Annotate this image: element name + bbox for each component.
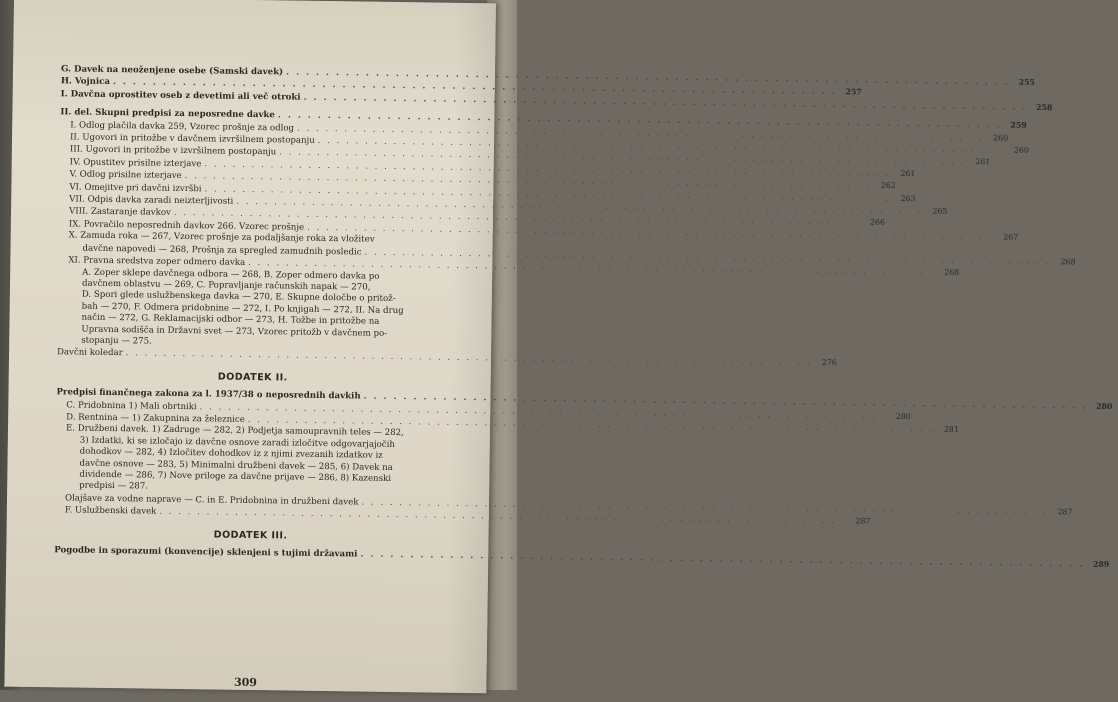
toc-entry-continuation: dividende — 286, 7) Nove priloge za davčne prijave — 286, 8) Kazenski bbox=[79, 469, 392, 484]
toc-page-number: 263 bbox=[900, 193, 916, 203]
toc-entry-text: VI. Omejitve pri davčni izvršbi bbox=[69, 182, 202, 194]
toc-entry-continuation: 3) Izdatki, ki se izločajo iz davčne osnove zaradi izločitve odgovarjajočih bbox=[79, 435, 395, 450]
toc-page-number: 281 bbox=[943, 424, 959, 434]
toc-entry-continuation: Upravna sodišča in Državni svet — 273, Vzorec pritožb v davčnem po- bbox=[81, 324, 388, 339]
toc-page-number: 261 bbox=[975, 157, 991, 167]
toc-entry-continuation: davčnem oblastvu — 269, C. Popravljanje računskih napak — 270, bbox=[81, 278, 371, 293]
toc-entry-continuation: predpisi — 287. bbox=[79, 480, 149, 492]
toc-entry-text: X. Zamuda roka — 267, Vzorec prošnje za podaljšanje roka za vložitev bbox=[68, 230, 375, 245]
toc-entry-text: D. Rentnina — 1) Zakupnina za železnice bbox=[66, 412, 245, 425]
toc-page-number: 287 bbox=[855, 516, 871, 526]
toc-entry-text: IX. Povračilo neposrednih davkov 266. Vzorec prošnje bbox=[68, 219, 305, 233]
toc-entry-text: Olajšave za vodne naprave — C. in E. Pridobnina in družbeni davek bbox=[64, 493, 359, 508]
toc-entry-continuation: dohodkov — 282, 4) Izločitev dohodkov iz z njimi zvezanih izdatkov iz bbox=[79, 446, 383, 462]
toc-entry-text: II. del. Skupni predpisi za neposredne davke bbox=[60, 107, 275, 121]
toc-entry-continuation: A. Zoper sklepe davčnega odbora — 268, B. Zoper odmero davka po bbox=[82, 267, 380, 282]
toc-entry-text: I. Odlog plačila davka 259, Vzorec prošnje za odlog bbox=[70, 120, 295, 134]
toc-entry-continuation: D. Spori glede uslužbenskega davka — 270, E. Skupne določbe o pritož- bbox=[81, 289, 396, 305]
toc-page-number: 259 bbox=[1010, 120, 1027, 131]
toc-page-number: 268 bbox=[1060, 256, 1076, 267]
table-of-contents bbox=[54, 63, 1113, 570]
toc-page-number: 257 bbox=[845, 87, 862, 97]
toc-entry-text: Predpisi finančnega zakona za l. 1937/38 o neposrednih davkih bbox=[56, 387, 361, 402]
toc-page-number: 261 bbox=[900, 168, 916, 179]
toc-entry-continuation: način — 272, G. Reklamacijski odbor — 273, H. Tožbe in pritožbe na bbox=[81, 312, 380, 327]
page-number: 309 bbox=[233, 675, 258, 690]
toc-page-number: 289 bbox=[1092, 559, 1110, 570]
toc-entry-text: G. Davek na neoženjene osebe (Samski davek) bbox=[60, 64, 284, 78]
book-page bbox=[4, 0, 1113, 693]
toc-entry-text: VII. Odpis davka zaradi neizterljivosti bbox=[69, 194, 234, 207]
toc-page-number: 260 bbox=[1013, 145, 1029, 155]
toc-page-number: 268 bbox=[944, 267, 960, 277]
toc-entry-text: Davčni koledar bbox=[56, 347, 123, 359]
toc-page-number: 276 bbox=[821, 358, 837, 368]
section-heading-dodatek-3: DODATEK III. bbox=[213, 529, 288, 542]
toc-page-number: 287 bbox=[1057, 507, 1073, 517]
toc-entry-text: IV. Opustitev prisilne izterjave bbox=[69, 157, 202, 170]
toc-entry-text: VIII. Zastaranje davkov bbox=[68, 206, 171, 219]
toc-page-number: 258 bbox=[1036, 102, 1053, 112]
toc-page-number: 262 bbox=[880, 181, 896, 191]
toc-entry-text: III. Ugovori in pritožbe v izvršilnem postopanju bbox=[69, 144, 277, 158]
toc-page-number: 280 bbox=[1096, 401, 1113, 412]
toc-page-number: 255 bbox=[1018, 77, 1035, 87]
toc-entry-text: C. Pridobnina 1) Mali obrtniki bbox=[66, 399, 197, 412]
toc-page-number: 260 bbox=[993, 132, 1009, 143]
toc-page-number: 265 bbox=[932, 206, 948, 216]
toc-page-number: 280 bbox=[895, 411, 911, 421]
toc-entry-text: E. Družbeni davek. 1) Zadruge — 282, 2) Podjetja samoupravnih teles — 282, bbox=[65, 423, 404, 439]
toc-entry-continuation: stopanju — 275. bbox=[81, 335, 152, 347]
toc-entry-text: V. Odlog prisilne izterjave bbox=[69, 169, 182, 182]
toc-entry-text: II. Ugovori in pritožbe v davčnem izvršilnem postopanju bbox=[69, 132, 315, 146]
toc-entry-text: XI. Pravna sredstva zoper odmero davka bbox=[68, 255, 246, 268]
toc-page-number: 266 bbox=[870, 218, 886, 228]
toc-entry-text: davčne napovedi — 268, Prošnja za spregled zamudnih posledic bbox=[82, 243, 362, 258]
section-heading-dodatek-2: DODATEK II. bbox=[217, 371, 288, 384]
leader-dots bbox=[360, 550, 1084, 572]
toc-entry-continuation: davčne osnove — 283, 5) Minimalni družbeni davek — 285, 6) Davek na bbox=[79, 458, 393, 473]
toc-entry-text: Pogodbe in sporazumi (konvencije) sklenjeni s tujimi državami bbox=[54, 545, 358, 560]
toc-entry-text: F. Uslužbenski davek bbox=[64, 505, 157, 517]
toc-entry-continuation: bah — 270, F. Odmera pridobnine — 272, I. Po knjigah — 272, II. Na drug bbox=[81, 301, 404, 316]
toc-entry-text: I. Davčna oprostitev oseb z devetimi ali več otroki bbox=[60, 89, 301, 103]
toc-page-number: 267 bbox=[1003, 232, 1019, 242]
toc-part-heading bbox=[54, 544, 1110, 570]
toc-entry-text: H. Vojnica bbox=[60, 76, 111, 88]
